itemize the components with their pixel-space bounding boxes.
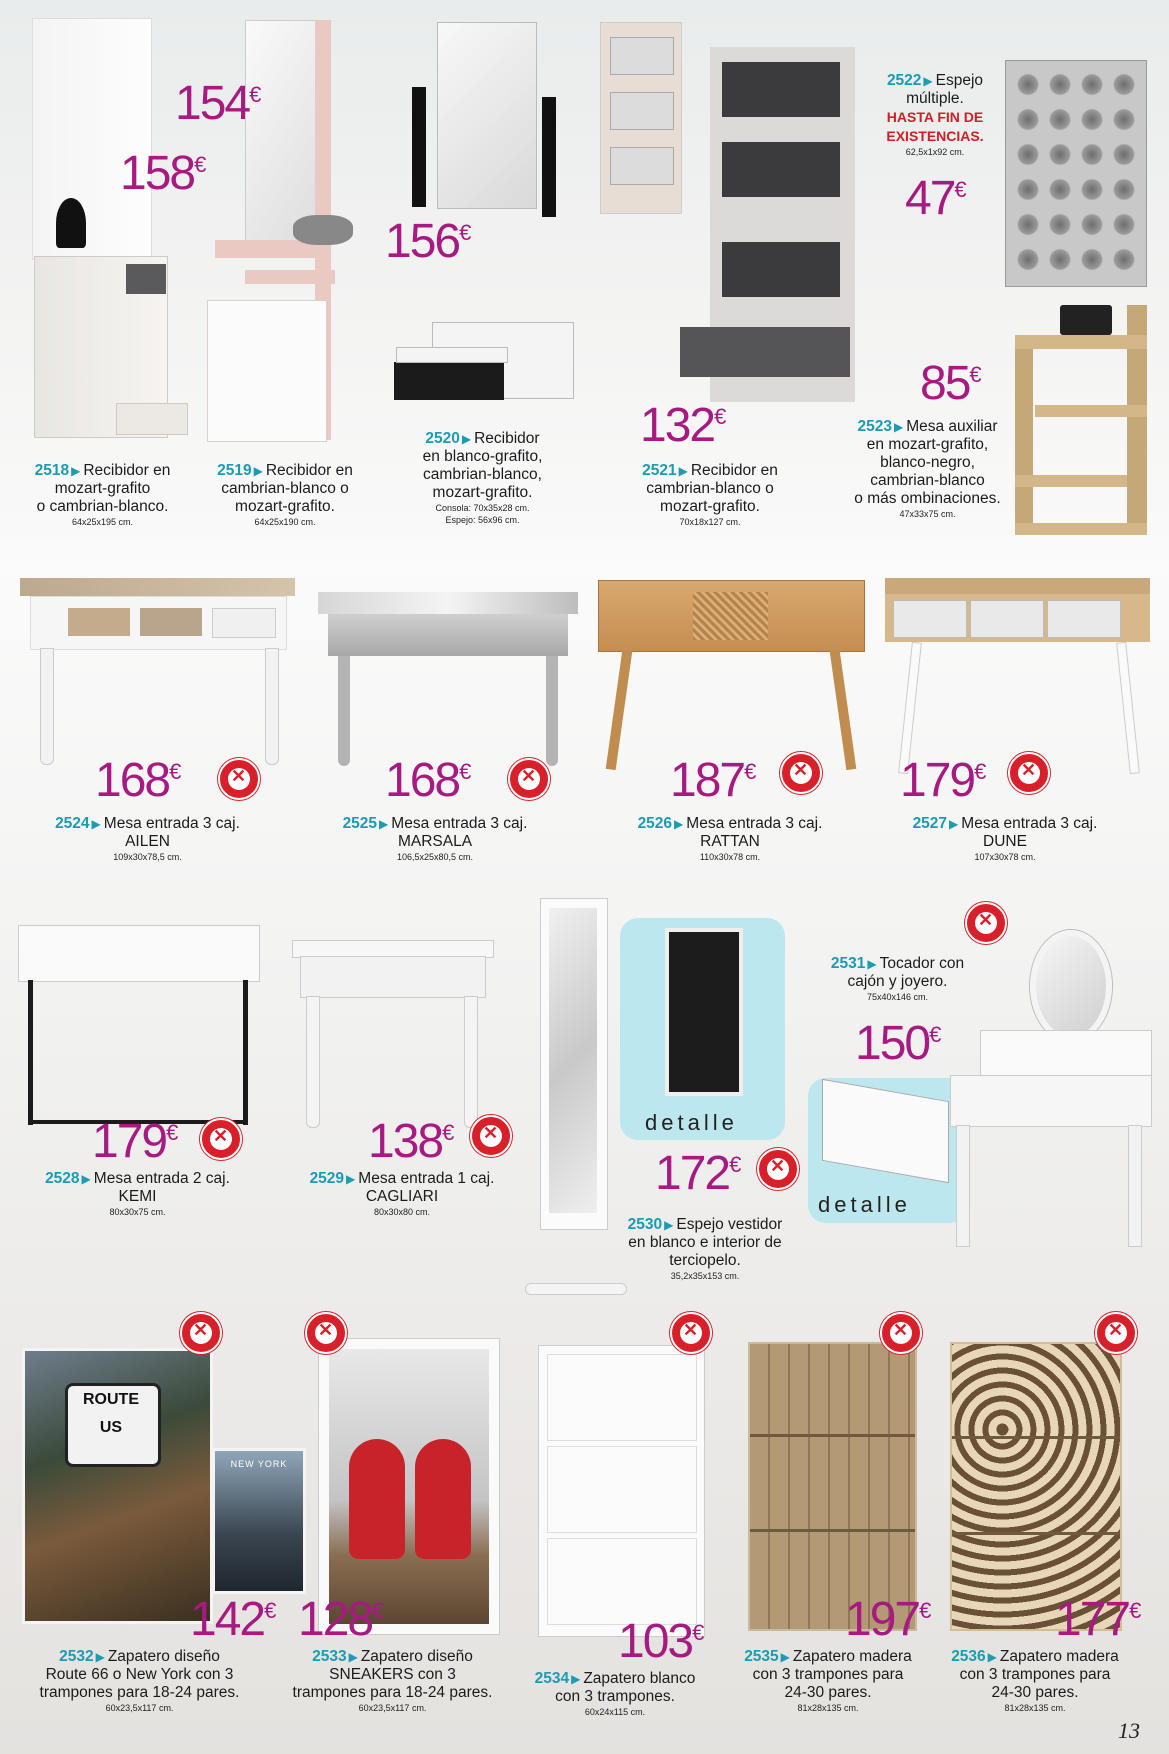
description-line: en blanco e interior de: [628, 1234, 782, 1251]
product-code: 2528: [45, 1170, 80, 1187]
description-line: cambrian-blanco o: [221, 480, 349, 497]
product-image-2518: [22, 18, 167, 438]
description-line: con 3 trampones.: [555, 1688, 675, 1705]
description-line: 24-30 pares.: [991, 1684, 1079, 1701]
description-line: RATTAN: [700, 833, 760, 850]
description-line: Mesa entrada 1 caj.: [358, 1170, 495, 1187]
dimensions: 109x30x78,5 cm.: [113, 852, 182, 862]
description-2524: [20, 815, 275, 863]
product-image-2531: [950, 930, 1150, 1250]
currency-symbol: €: [249, 82, 260, 107]
price-2533: [298, 1593, 383, 1646]
price-2528: [92, 1115, 177, 1168]
price-2521: [640, 399, 725, 452]
currency-symbol: €: [744, 759, 755, 784]
product-image-2533: [318, 1338, 500, 1635]
price-2530: [655, 1147, 740, 1200]
montage-kit-icon: [305, 1312, 347, 1354]
montage-kit-icon: [180, 1312, 222, 1354]
price-amount: 168: [95, 754, 170, 807]
price-amount: 138: [368, 1115, 443, 1168]
montage-kit-icon: [965, 902, 1007, 944]
dimensions: 106,5x25x80,5 cm.: [396, 852, 474, 862]
dimensions: 107x30x78 cm.: [974, 852, 1036, 862]
description-2523: [840, 418, 1015, 520]
montage-kit-icon: [508, 758, 550, 800]
description-2533: [270, 1648, 515, 1714]
dimensions: 64x25x195 cm.: [71, 517, 134, 527]
currency-symbol: €: [929, 1022, 940, 1047]
currency-symbol: €: [372, 1598, 383, 1623]
triangle-icon: ▶: [346, 1172, 356, 1186]
description-line: Zapatero madera: [792, 1648, 912, 1665]
triangle-icon: ▶: [867, 957, 877, 971]
montage-kit-icon: [1095, 1312, 1137, 1354]
triangle-icon: ▶: [678, 464, 688, 478]
price-2529: [368, 1115, 453, 1168]
montage-kit-icon: [218, 758, 260, 800]
description-line: AILEN: [125, 833, 170, 850]
triangle-icon: ▶: [95, 1650, 105, 1664]
description-line: 24-30 pares.: [784, 1684, 872, 1701]
product-code: 2530: [627, 1216, 663, 1233]
description-line: Espejo: [935, 72, 984, 89]
description-line: en mozart-grafito,: [866, 436, 989, 453]
dimensions: 62,5x1x92 cm.: [905, 147, 965, 157]
product-image-2529: [292, 940, 492, 1130]
triangle-icon: ▶: [71, 464, 81, 478]
description-line: cajón y joyero.: [847, 973, 948, 990]
price-amount: 154: [175, 77, 250, 130]
triangle-icon: ▶: [348, 1650, 358, 1664]
product-code: 2522: [886, 72, 922, 89]
product-image-2528: [18, 925, 258, 1130]
description-line: Route 66 o New York con 3: [45, 1666, 234, 1683]
price-2524: [95, 754, 180, 807]
detail-label: detalle: [645, 1110, 738, 1135]
description-2536: [935, 1648, 1135, 1714]
product-code: 2519: [217, 462, 252, 479]
triangle-icon: ▶: [253, 464, 263, 478]
price-amount: 156: [385, 215, 460, 268]
price-amount: 187: [670, 754, 745, 807]
product-code: 2529: [309, 1170, 345, 1187]
description-line: Zapatero blanco: [583, 1670, 696, 1687]
currency-symbol: €: [169, 759, 180, 784]
price-2523: [920, 357, 980, 410]
triangle-icon: ▶: [949, 817, 959, 831]
product-code: 2533: [312, 1648, 347, 1665]
currency-symbol: €: [459, 759, 470, 784]
description-2535: [728, 1648, 928, 1714]
triangle-icon: ▶: [893, 420, 904, 434]
dimensions: 35,2x35x153 cm.: [670, 1271, 740, 1281]
montage-kit-icon: [670, 1312, 712, 1354]
montage-kit-icon: [200, 1118, 242, 1160]
dimensions: 80x30x75 cm.: [109, 1207, 166, 1217]
description-2521: [620, 462, 800, 528]
description-line: Zapatero diseño: [360, 1648, 473, 1665]
dimensions-mirror: Espejo: 56x96 cm.: [445, 515, 520, 525]
dimensions: 81x28x135 cm.: [1004, 1703, 1066, 1713]
page-number: 13: [1118, 1718, 1140, 1743]
price-2531: [855, 1017, 940, 1070]
description-line: Recibidor en: [83, 462, 171, 479]
product-code: 2525: [342, 815, 378, 832]
triangle-icon: ▶: [664, 1218, 674, 1232]
currency-symbol: €: [692, 1620, 703, 1645]
price-amount: 128: [298, 1593, 373, 1646]
product-image-2527: [885, 578, 1150, 778]
detail-label: detalle: [818, 1192, 911, 1217]
triangle-icon: ▶: [780, 1650, 790, 1664]
description-line: o cambrian-blanco.: [36, 498, 169, 515]
price-2535: [845, 1593, 930, 1646]
currency-symbol: €: [919, 1598, 930, 1623]
product-image-2536: [950, 1342, 1122, 1631]
description-line: KEMI: [118, 1188, 157, 1205]
description-line: MARSALA: [397, 833, 473, 850]
description-line: terciopelo.: [669, 1252, 741, 1269]
description-2518: [10, 462, 195, 528]
montage-kit-icon: [470, 1115, 512, 1157]
price-amount: 132: [640, 399, 715, 452]
dimensions: 60x24x115 cm.: [584, 1707, 646, 1717]
triangle-icon: ▶: [674, 817, 684, 831]
price-amount: 172: [655, 1147, 730, 1200]
description-2527: [870, 815, 1140, 863]
product-code: 2518: [34, 462, 70, 479]
price-2525: [385, 754, 470, 807]
description-line: cambrian-blanco o: [646, 480, 774, 497]
price-2536: [1055, 1593, 1140, 1646]
product-image-2522: [1005, 60, 1147, 287]
description-2528: [15, 1170, 260, 1218]
description-line: trampones para 18-24 pares.: [292, 1684, 493, 1701]
price-2534: [618, 1615, 703, 1668]
description-line: Mesa auxiliar: [906, 418, 998, 435]
description-line: Espejo vestidor: [676, 1216, 783, 1233]
product-code: 2524: [55, 815, 90, 832]
description-line: mozart-grafito.: [235, 498, 335, 515]
montage-kit-icon: [757, 1148, 799, 1190]
description-line: en blanco-grafito,: [422, 448, 543, 465]
newyork-text: NEW YORK: [230, 1459, 288, 1469]
dimensions: 80x30x80 cm.: [373, 1207, 431, 1217]
dimensions: 60x23,5x117 cm.: [105, 1703, 174, 1713]
dimensions: 60x23,5x117 cm.: [358, 1703, 427, 1713]
description-line: blanco-negro,: [880, 454, 975, 471]
price-amount: 197: [845, 1593, 920, 1646]
currency-symbol: €: [974, 759, 985, 784]
description-line: mozart-grafito: [54, 480, 151, 497]
description-2531: [815, 955, 980, 1003]
description-line: SNEAKERS con 3: [329, 1666, 456, 1683]
description-line: mozart-grafito.: [660, 498, 760, 515]
description-line: Mesa entrada 3 caj.: [391, 815, 528, 832]
currency-symbol: €: [969, 362, 980, 387]
triangle-icon: ▶: [81, 1172, 91, 1186]
price-2518: [120, 147, 205, 200]
price-amount: 47: [905, 172, 955, 225]
stock-warning: EXISTENCIAS.: [886, 128, 984, 144]
description-line: Mesa entrada 3 caj.: [961, 815, 1098, 832]
description-2520: [395, 430, 570, 526]
price-amount: 85: [920, 357, 970, 410]
product-image-2532: [22, 1348, 213, 1624]
description-2525: [305, 815, 565, 863]
price-amount: 168: [385, 754, 460, 807]
dimensions: 64x25x190 cm.: [254, 517, 316, 527]
currency-symbol: €: [1129, 1598, 1140, 1623]
product-code: 2535: [744, 1648, 779, 1665]
product-code: 2521: [642, 462, 677, 479]
dimensions: Consola: 70x35x28 cm.: [435, 503, 530, 513]
price-amount: 179: [92, 1115, 167, 1168]
triangle-icon: ▶: [91, 817, 101, 831]
route-sign-text: ROUTE: [83, 1391, 139, 1408]
description-2519: [200, 462, 370, 528]
currency-symbol: €: [194, 152, 205, 177]
product-code: 2526: [637, 815, 673, 832]
currency-symbol: €: [442, 1120, 453, 1145]
description-2529: [282, 1170, 522, 1218]
triangle-icon: ▶: [379, 817, 389, 831]
product-image-2526: [598, 580, 863, 775]
description-2532: [12, 1648, 267, 1714]
description-line: o más ombinaciones.: [854, 490, 1001, 507]
description-line: Mesa entrada 2 caj.: [93, 1170, 230, 1187]
triangle-icon: ▶: [571, 1672, 581, 1686]
description-2534: [515, 1670, 715, 1718]
montage-kit-icon: [880, 1312, 922, 1354]
price-amount: 103: [618, 1615, 693, 1668]
detail-image-2530: [665, 928, 743, 1096]
dimensions: 75x40x146 cm.: [866, 992, 929, 1002]
product-image-2525: [318, 592, 578, 772]
price-2522: [905, 172, 965, 225]
description-line: con 3 trampones para: [752, 1666, 904, 1683]
dimensions: 110x30x78 cm.: [699, 852, 761, 862]
product-code: 2520: [425, 430, 460, 447]
description-line: Zapatero madera: [999, 1648, 1119, 1665]
description-2530: [605, 1216, 805, 1282]
price-amount: 142: [190, 1593, 265, 1646]
description-line: Mesa entrada 3 caj.: [103, 815, 240, 832]
description-line: cambrian-blanco,: [423, 466, 542, 483]
product-image-2521: [600, 22, 865, 417]
triangle-icon: ▶: [987, 1650, 997, 1664]
product-image-2534: [538, 1345, 705, 1637]
currency-symbol: €: [166, 1120, 177, 1145]
currency-symbol: €: [264, 1598, 275, 1623]
route-sign-text: US: [99, 1419, 123, 1436]
description-line: Recibidor en: [690, 462, 778, 479]
currency-symbol: €: [714, 404, 725, 429]
description-line: trampones para 18-24 pares.: [39, 1684, 240, 1701]
stock-warning: HASTA FIN DE: [886, 109, 984, 125]
description-line: múltiple.: [906, 90, 964, 107]
dimensions: 70x18x127 cm.: [679, 517, 741, 527]
product-image-2524: [20, 578, 295, 768]
price-2519: [175, 77, 260, 130]
description-line: Recibidor en: [265, 462, 353, 479]
product-code: 2523: [857, 418, 892, 435]
description-line: con 3 trampones para: [959, 1666, 1111, 1683]
product-code: 2531: [830, 955, 866, 972]
currency-symbol: €: [729, 1152, 740, 1177]
description-line: CAGLIARI: [365, 1188, 439, 1205]
product-code: 2532: [59, 1648, 94, 1665]
product-code: 2534: [534, 1670, 570, 1687]
description-line: Mesa entrada 3 caj.: [686, 815, 823, 832]
price-amount: 179: [900, 754, 975, 807]
description-2522: [870, 72, 1000, 158]
product-image-2523: [1015, 305, 1150, 537]
price-amount: 177: [1055, 1593, 1130, 1646]
description-line: Recibidor: [474, 430, 540, 447]
price-2520: [385, 215, 470, 268]
currency-symbol: €: [954, 177, 965, 202]
currency-symbol: €: [459, 220, 470, 245]
dimensions: 81x28x135 cm.: [797, 1703, 859, 1713]
price-2532: [190, 1593, 275, 1646]
description-line: mozart-grafito.: [432, 484, 533, 501]
description-line: Tocador con: [879, 955, 965, 972]
product-code: 2527: [912, 815, 948, 832]
product-image-2535: [748, 1342, 917, 1631]
product-code: 2536: [951, 1648, 986, 1665]
price-amount: 150: [855, 1017, 930, 1070]
price-2526: [670, 754, 755, 807]
triangle-icon: ▶: [461, 432, 472, 446]
description-line: cambrian-blanco: [870, 472, 985, 489]
description-2526: [600, 815, 860, 863]
montage-kit-icon: [1008, 752, 1050, 794]
description-line: Zapatero diseño: [107, 1648, 220, 1665]
triangle-icon: ▶: [923, 74, 933, 88]
price-2527: [900, 754, 985, 807]
price-amount: 158: [120, 147, 195, 200]
product-image-2532-newyork: [212, 1448, 306, 1594]
dimensions: 47x33x75 cm.: [899, 509, 956, 519]
montage-kit-icon: [780, 752, 822, 794]
description-line: DUNE: [983, 833, 1027, 850]
